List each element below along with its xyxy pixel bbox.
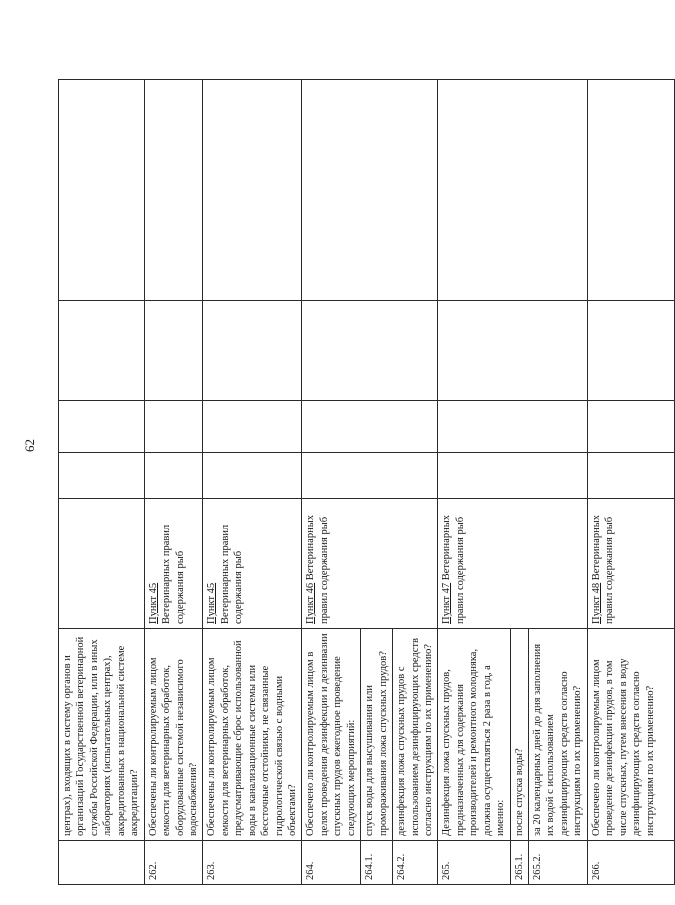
answer-no-cell: [438, 401, 587, 453]
notes-cell: [302, 80, 438, 301]
answer-no-cell: [144, 401, 203, 453]
question-text: Обеспечено ли контролируемым лицом проведение дезинфекции прудов, в том числе спускных, путем внесения в воду дезинфицирующих средств согласно инструкциям по их применению?: [587, 629, 674, 841]
answer-yes-cell: [302, 453, 438, 499]
answer-yes-cell: [203, 453, 302, 499]
reference-text: Ветеринарных правил содержания рыб: [305, 514, 330, 624]
question-text: после спуска воды?: [510, 629, 528, 841]
notes-cell: [59, 80, 145, 301]
notes-cell: [587, 80, 674, 301]
table-row: [203, 80, 302, 885]
answer-yes-cell: [587, 453, 674, 499]
row-number: 264.2.: [393, 841, 438, 885]
question-text: дезинфекция ложа спускных прудов с использованием дезинфицирующих средств согласно инструкциям по их применению?: [393, 629, 438, 841]
question-text: спуск воды для высушивания или промораживания ложа спускных прудов?: [361, 629, 393, 841]
answer-na-cell: [59, 301, 145, 401]
row-number: 264.1.: [361, 841, 393, 885]
page-number: 62: [22, 439, 37, 452]
row-number: 265.2.: [529, 841, 588, 885]
answer-yes-cell: [144, 453, 203, 499]
row-number: 265.1.: [510, 841, 528, 885]
answer-na-cell: [144, 301, 203, 401]
row-number: [59, 841, 145, 885]
checklist-table-wrapper: [58, 80, 656, 885]
table-row: [302, 80, 361, 885]
question-text: центрах), входящих в систему органов и организаций Государственной ветеринарной службы Российской Федерации, или в иных лабораториях (испытательных центрах), аккредитованных в национальной системе аккредитации?: [59, 629, 145, 841]
answer-no-cell: [587, 401, 674, 453]
reference-link: Пункт 45: [147, 582, 159, 624]
answer-no-cell: [59, 401, 145, 453]
reference-text: Ветеринарных правил содержания рыб: [590, 514, 616, 624]
question-text: Дезинфекция ложа спускных прудов, предназначенных для содержания производителей и ремонтного молодняка, должна осуществляться 2 раза в год, а именно:: [438, 629, 510, 841]
reference-link: Пункт 48: [590, 582, 602, 624]
row-number: 263.: [203, 841, 302, 885]
reference-text: Ветеринарных правил содержания рыб: [219, 524, 245, 624]
answer-na-cell: [587, 301, 674, 401]
question-text: Обеспечены ли контролируемым лицом емкости для ветеринарных обработок, предусматривающие сброс использованной воды в канализационные системы или бессточные отстойники, не связанные гидрологической связью с водными объектами?: [203, 629, 302, 841]
table-row: [59, 80, 145, 885]
table-row: [144, 80, 203, 885]
row-number: 266.: [587, 841, 674, 885]
table-row: [438, 80, 510, 885]
answer-na-cell: [438, 301, 587, 401]
answer-no-cell: [302, 401, 438, 453]
reference-text: Ветеринарных правил содержания рыб: [441, 514, 466, 624]
answer-na-cell: [203, 301, 302, 401]
notes-cell: [438, 80, 587, 301]
row-number: 262.: [144, 841, 203, 885]
legal-reference: [144, 499, 203, 629]
legal-reference: [59, 499, 145, 629]
answer-yes-cell: [438, 453, 587, 499]
notes-cell: [144, 80, 203, 301]
table-row: [587, 80, 674, 885]
legal-reference: [587, 499, 674, 629]
answer-na-cell: [302, 301, 438, 401]
legal-reference: [302, 499, 438, 629]
reference-link: Пункт 47: [441, 582, 453, 624]
legal-reference: [438, 499, 587, 629]
reference-text: Ветеринарных правил содержания рыб: [161, 524, 186, 624]
reference-link: Пункт 45: [206, 582, 218, 624]
reference-link: Пункт 46: [305, 582, 317, 624]
legal-reference: [203, 499, 302, 629]
row-number: 264.: [302, 841, 361, 885]
checklist-table: [58, 79, 675, 885]
question-text: за 20 календарных дней до дня заполнения их водой с использованием дезинфицирующих средств согласно инструкциям по их применению?: [529, 629, 588, 841]
question-text: Обеспечено ли контролируемым лицом в целях проведения дезинфекции и дезинвазии спускных прудов ежегодное проведение следующих мероприятий:: [302, 629, 361, 841]
notes-cell: [203, 80, 302, 301]
answer-no-cell: [203, 401, 302, 453]
row-number: 265.: [438, 841, 510, 885]
answer-yes-cell: [59, 453, 145, 499]
question-text: Обеспечены ли контролируемым лицом емкости для ветеринарных обработок, оборудованные системой независимого водоснабжения?: [144, 629, 203, 841]
